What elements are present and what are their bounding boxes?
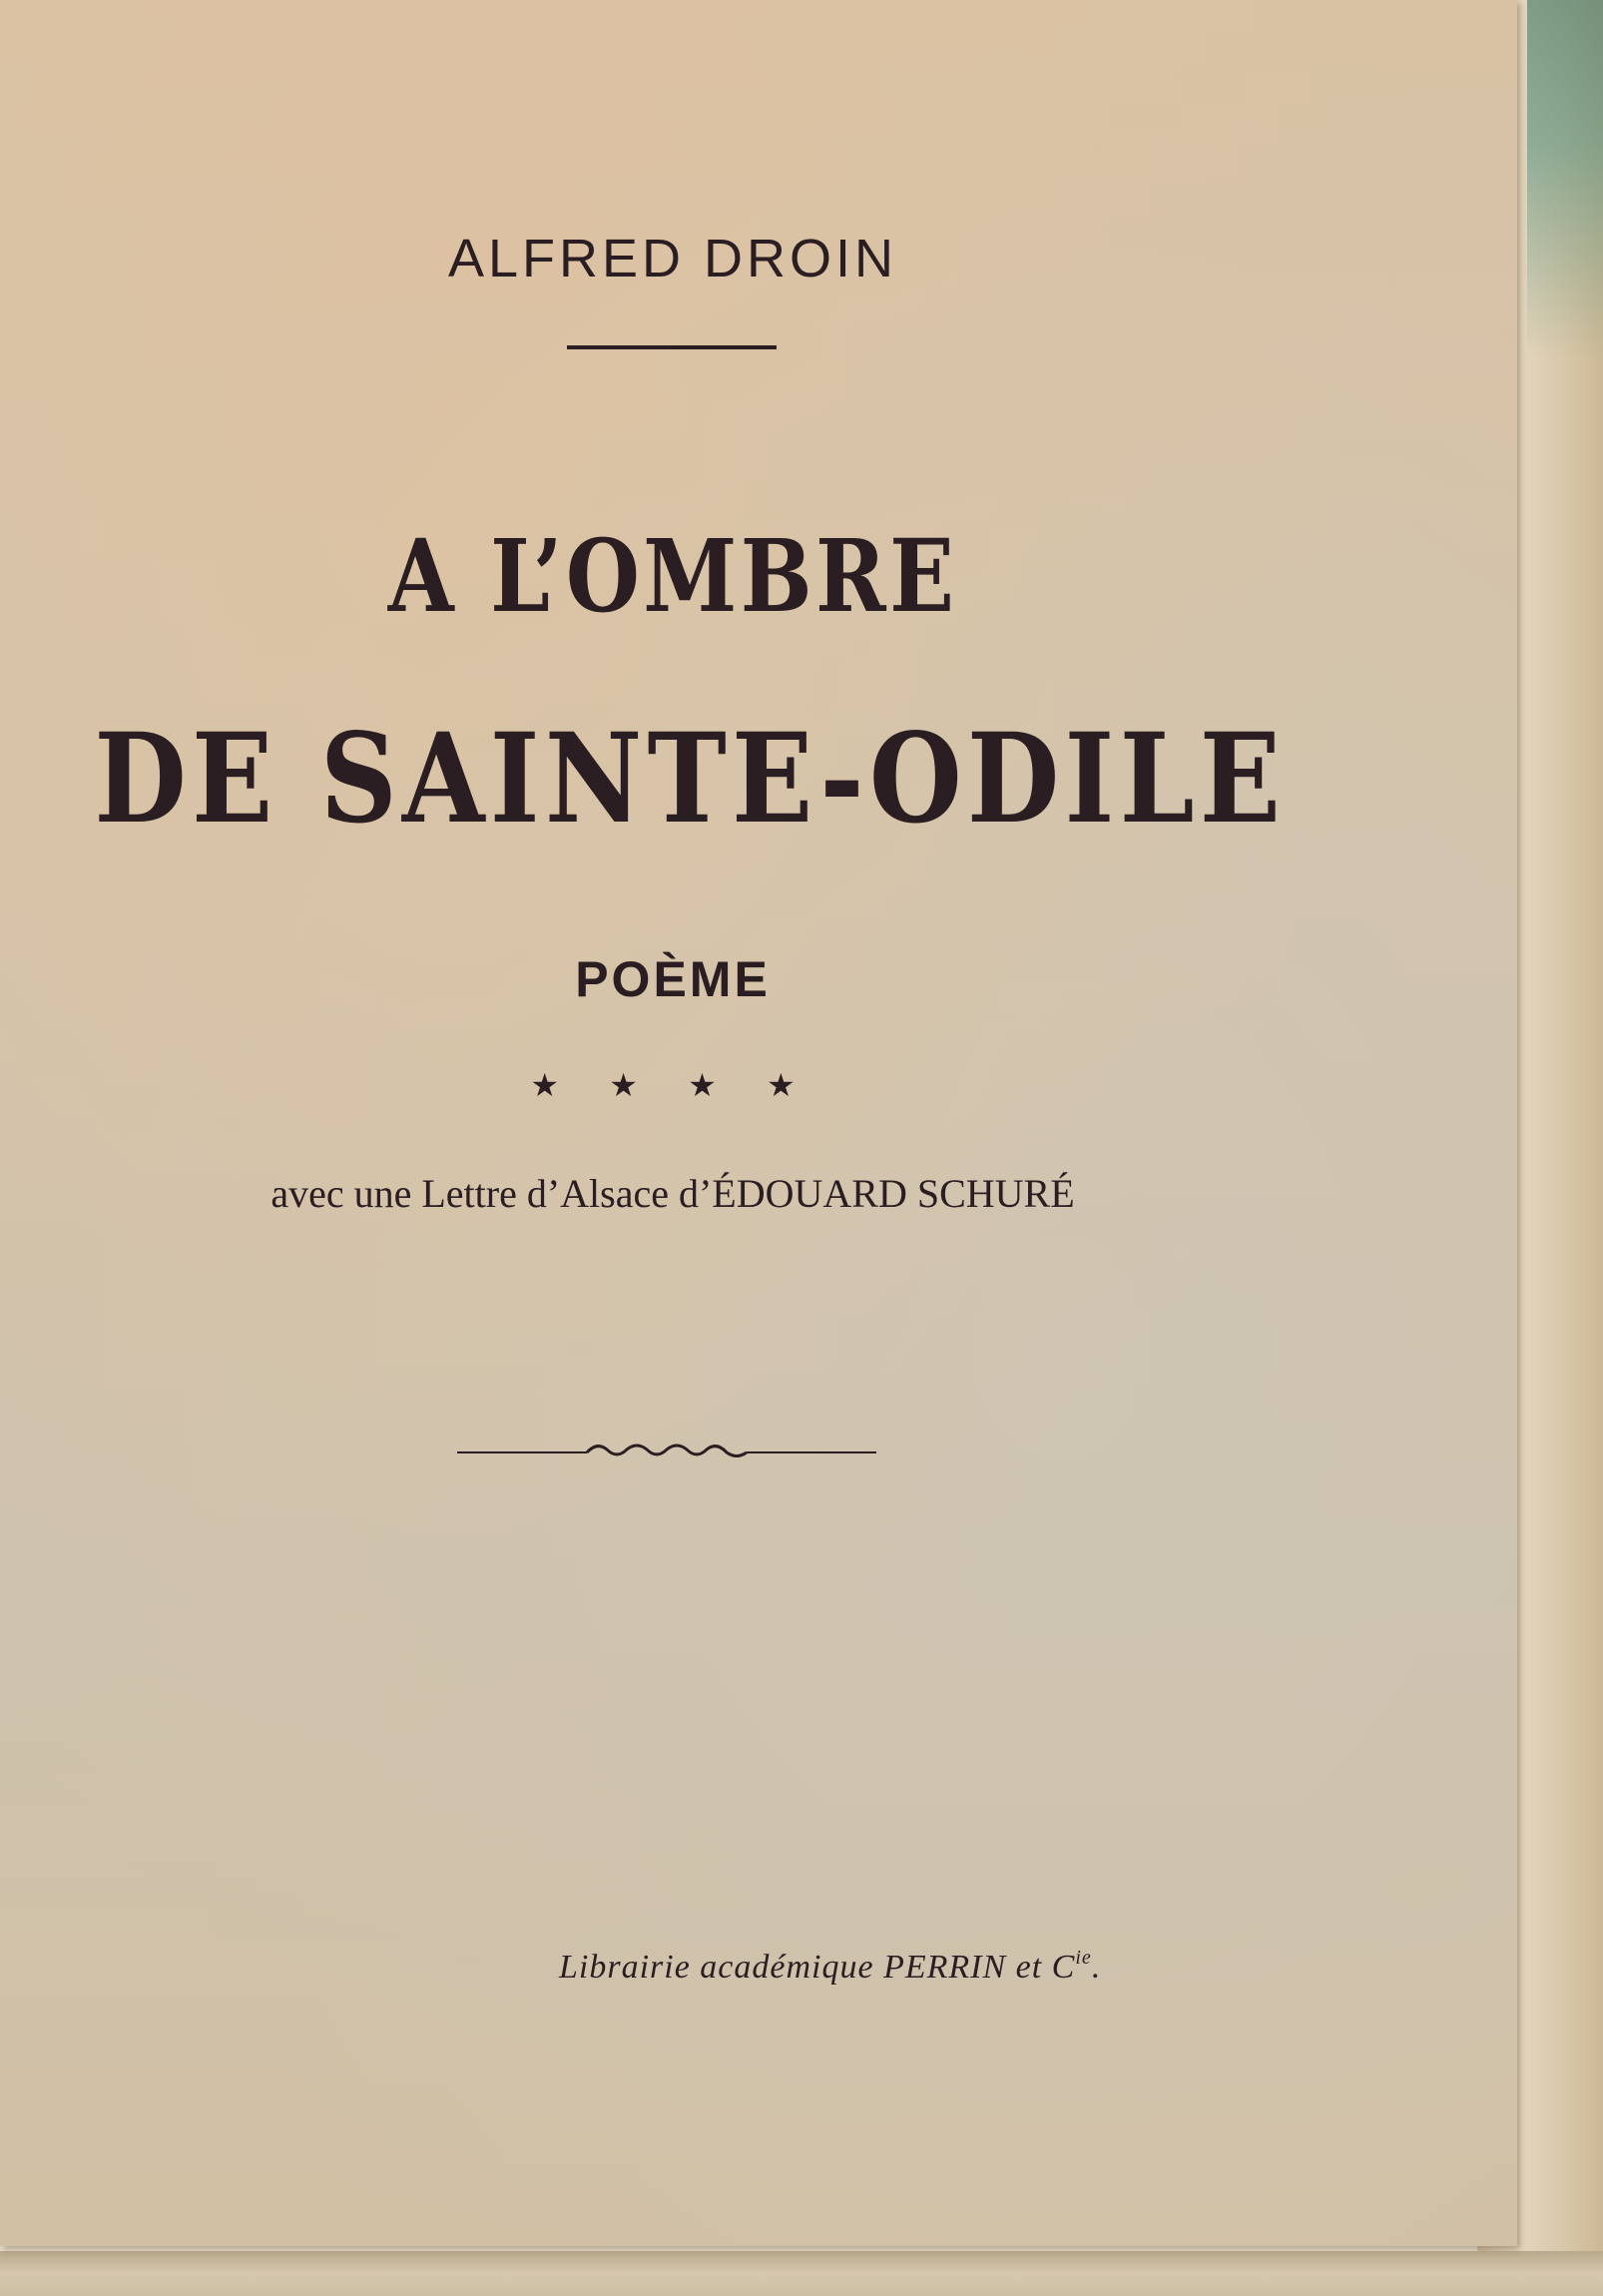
green-endpaper-edge — [1527, 0, 1603, 359]
publisher-line — [559, 1947, 1101, 1987]
star-ornament: ★ ★ ★ ★ — [530, 1066, 815, 1104]
bottom-page-edge — [0, 2251, 1603, 2296]
publisher-abbrev-sup: ie — [1075, 1947, 1092, 1969]
publisher-name: Librairie académique PERRIN et C — [559, 1949, 1076, 1986]
title-line-2: DE SAINTE-ODILE — [94, 707, 1287, 852]
publisher-period: . — [1091, 1949, 1102, 1986]
wave-ornament-icon — [457, 1437, 876, 1467]
subtitle: POÈME — [575, 951, 771, 1007]
title-line-1: A L’OMBRE — [387, 517, 958, 635]
author-name: ALFRED DROIN — [447, 229, 898, 288]
author-rule — [567, 345, 777, 349]
dedication-line: avec une Lettre d’Alsace d’ÉDOUARD SCHURÉ — [270, 1171, 1075, 1216]
